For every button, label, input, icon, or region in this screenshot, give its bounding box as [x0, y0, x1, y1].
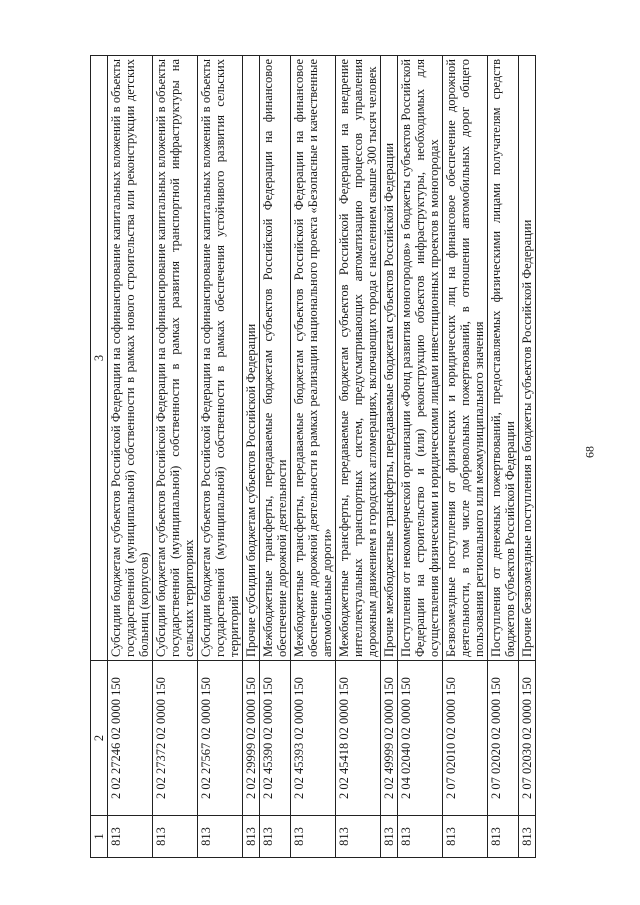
column-header-2: 2: [91, 661, 108, 816]
table-row: [336, 56, 381, 858]
budget-code-cell: 2 04 02040 02 0000 150: [398, 661, 443, 816]
table-row: [381, 56, 398, 858]
table-row: [198, 56, 243, 858]
admin-code-cell: 813: [291, 816, 336, 858]
admin-code-cell: 813: [443, 816, 488, 858]
description-cell: Поступления от денежных пожертвований, предоставляемых физическими лицами получателям средств бюджетов субъектов Российской Федерации: [488, 56, 519, 661]
column-header-1: 1: [91, 816, 108, 858]
table-row: [519, 56, 536, 858]
budget-code-cell: 2 02 45393 02 0000 150: [291, 661, 336, 816]
description-cell: Прочие безвозмездные поступления в бюджеты субъектов Российской Федерации: [519, 56, 536, 661]
budget-code-cell: 2 02 45418 02 0000 150: [336, 661, 381, 816]
admin-code-cell: 813: [336, 816, 381, 858]
budget-code-cell: 2 02 27372 02 0000 150: [153, 661, 198, 816]
table-row: [108, 56, 153, 858]
budget-code-cell: 2 02 45390 02 0000 150: [260, 661, 291, 816]
description-cell: Поступления от некоммерческой организации «Фонд развития моногородов» в бюджеты субъектов Российской Федерации на строительство и (или) реконструкцию объектов инфраструктуры, необходимых для осуществления физическими и юридическими лицами инвестиционных проектов в моногородах: [398, 56, 443, 661]
admin-code-cell: 813: [260, 816, 291, 858]
admin-code-cell: 813: [243, 816, 260, 858]
table-header-row: [91, 56, 108, 858]
budget-code-cell: 2 02 27567 02 0000 150: [198, 661, 243, 816]
admin-code-cell: 813: [108, 816, 153, 858]
admin-code-cell: 813: [519, 816, 536, 858]
description-cell: Субсидии бюджетам субъектов Российской Федерации на софинансирование капитальных вложений в объекты государственной (муниципальной) собственности в рамках развития транспортной инфраструктуры на сельских территориях: [153, 56, 198, 661]
description-cell: Межбюджетные трансферты, передаваемые бюджетам субъектов Российской Федерации на внедрение интеллектуальных транспортных систем, предусматривающих автоматизацию процессов управления дорожным движением в городских агломерациях, включающих города с населением свыше 300 тысяч человек: [336, 56, 381, 661]
table-row: [260, 56, 291, 858]
budget-code-cell: 2 02 27246 02 0000 150: [108, 661, 153, 816]
table-row: [153, 56, 198, 858]
budget-code-cell: 2 07 02010 02 0000 150: [443, 661, 488, 816]
column-header-3: 3: [91, 56, 108, 661]
table-row: [291, 56, 336, 858]
admin-code-cell: 813: [398, 816, 443, 858]
table-row: [488, 56, 519, 858]
description-cell: Безвозмездные поступления от физических и юридических лиц на финансовое обеспечение дорожной деятельности, в том числе добровольных пожертвований, в отношении автомобильных дорог общего пользования регионального или межмуниципального значения: [443, 56, 488, 661]
rotated-table-container: [90, 56, 572, 858]
admin-code-cell: 813: [153, 816, 198, 858]
description-cell: Межбюджетные трансферты, передаваемые бюджетам субъектов Российской Федерации на финансовое обеспечение дорожной деятельности в рамках реализации национального проекта «Безопасные и качественные автомобильные дороги»: [291, 56, 336, 661]
page-number: 68: [582, 446, 597, 458]
admin-code-cell: 813: [381, 816, 398, 858]
table-row: [398, 56, 443, 858]
admin-code-cell: 813: [488, 816, 519, 858]
budget-codes-table: [90, 55, 536, 858]
description-cell: Прочие межбюджетные трансферты, передаваемые бюджетам субъектов Российской Федерации: [381, 56, 398, 661]
description-cell: Прочие субсидии бюджетам субъектов Российской Федерации: [243, 56, 260, 661]
budget-code-cell: 2 07 02030 02 0000 150: [519, 661, 536, 816]
table-row: [443, 56, 488, 858]
budget-code-cell: 2 07 02020 02 0000 150: [488, 661, 519, 816]
budget-code-cell: 2 02 29999 02 0000 150: [243, 661, 260, 816]
description-cell: Субсидии бюджетам субъектов Российской Федерации на софинансирование капитальных вложений в объекты государственной (муниципальной) собственности в рамках обеспечения устойчивого развития сельских территорий: [198, 56, 243, 661]
description-cell: Субсидии бюджетам субъектов Российской Федерации на софинансирование капитальных вложений в объекты государственной (муниципальной) собственности в рамках нового строительства или реконструкции детских больниц (корпусов): [108, 56, 153, 661]
budget-code-cell: 2 02 49999 02 0000 150: [381, 661, 398, 816]
table-row: [243, 56, 260, 858]
table-body: [108, 56, 536, 858]
description-cell: Межбюджетные трансферты, передаваемые бюджетам субъектов Российской Федерации на финансовое обеспечение дорожной деятельности: [260, 56, 291, 661]
admin-code-cell: 813: [198, 816, 243, 858]
